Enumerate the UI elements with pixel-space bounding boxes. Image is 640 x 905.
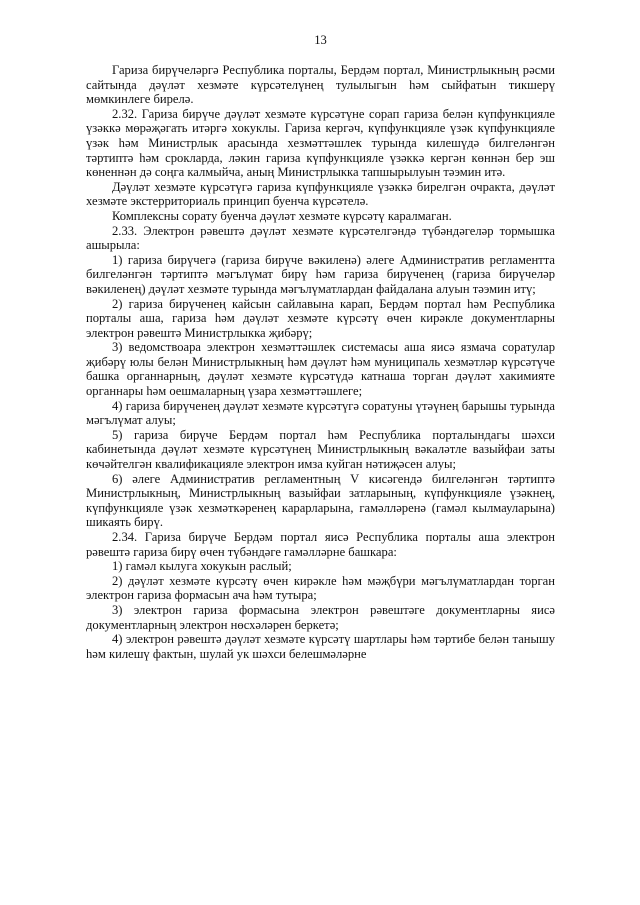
paragraph: Гариза бирүчеләргә Республика порталы, Бердәм портал, Министрлыкның рәсми сайтында дәүләт хезмәте күрсәтелүнең тулылыгын һәм сыйфатын тикшерү мөмкинлеге бирелә. [86,63,555,107]
list-item: 6) әлеге Административ регламентның V кисәгендә билгеләнгән тәртиптә Министрлыкның, Министрлыкның вазыйфаи затларының, күпфункцияле үзәкнең, күпфункцияле үзәк хезмәткәренең карарларына, гамәлләренә (гамәл кылмауларына) шикаять бирү. [86,471,555,530]
paragraph: Комплексны сорату буенча дәүләт хезмәте күрсәтү каралмаган. [112,208,452,223]
list-item: 3) электрон гариза формасына электрон рәвештәге документларны яисә документларның электрон нөсхәләрен беркетә; [86,602,555,632]
document-body [86,63,555,661]
list-item: 4) гариза бирүченең дәүләт хезмәте күрсәтүгә соратуны үтәүнең барышы турында мәгълүмат алуы; [86,398,555,428]
page-number: 13 [314,33,327,47]
list-item: 2) гариза бирүченең кайсын сайлавына карап, Бердәм портал һәм Республика порталы аша, гариза һәм дәүләт хезмәте күрсәтү өчен кирәкле документларны электрон рәвештә Министрлыкка җибәрү; [86,296,555,340]
paragraph: 2.34. Гариза бирүче Бердәм портал яисә Республика порталы аша электрон рәвештә гариза бирү өчен түбәндәге гамәлләрне башкара: [86,530,555,559]
list-item: 2) дәүләт хезмәте күрсәтү өчен кирәкле һәм мәҗбүри мәгълүматлардан торган электрон гариза формасын ача һәм тутыра; [86,573,555,603]
paragraph: 2.32. Гариза бирүче дәүләт хезмәте күрсәтүне сорап гариза белән күпфункцияле үзәккә мөрәҗәгать итәргә хокуклы. Гариза кергәч, күпфункцияле үзәк күпфункцияле үзәк һәм Министрлык арасында хезмәттәшлек турында килешүдә билгеләнгән тәртиптә һәм срокларда, ләкин гариза күпфункцияле үзәккә кергән көннән бер эш көненнән дә соңга калмыйча, аның Министрлыкка тапшырылуын тәэмин итә. [86,106,555,180]
list-item: 1) гамәл кылуга хокукын раслый; [112,559,292,574]
paragraph: 2.33. Электрон рәвештә дәүләт хезмәте күрсәтелгәндә түбәндәгеләр тормышка ашырыла: [86,223,555,253]
list-item: 1) гариза бирүчегә (гариза бирүче вәкиленә) әлеге Административ регламентта билгеләнгән тәртиптә мәгълүмат бирү һәм гариза бирүченең (гариза бирүчеләр вәкиленең) дәүләт хезмәте турында мәгълүматлардан файдалана алуын тәэмин итү; [86,252,555,296]
list-item: 5) гариза бирүче Бердәм портал һәм Республика порталындагы шәхси кабинетында дәүләт хезмәте күрсәтүнең Министрлыкның вәкаләтле вазыйфаи заты көчәйтелгән квалификацияле электрон имза куйган нәтиҗәсен алуы; [86,427,555,472]
list-item: 3) ведомствоара электрон хезмәттәшлек системасы аша яисә язмача соратулар җибәрү юлы белән Министрлыкның һәм дәүләт һәм муниципаль хезмәтләр күрсәтүче башка органнарның, дәүләт хезмәте күрсәтүдә катнаша торган дәүләт хакимияте органнары һәм оешмаларның үзара хезмәттәшлеге; [86,340,555,399]
list-item: 4) электрон рәвештә дәүләт хезмәте күрсәтү шартлары һәм тәртибе белән танышу һәм килешү фактын, шулай ук шәхси белешмәләрне [86,632,555,661]
paragraph: Дәүләт хезмәте күрсәтүгә гариза күпфункцияле үзәккә бирелгән очракта, дәүләт хезмәте экстерриториаль принцип буенча күрсәтелә. [86,179,555,209]
